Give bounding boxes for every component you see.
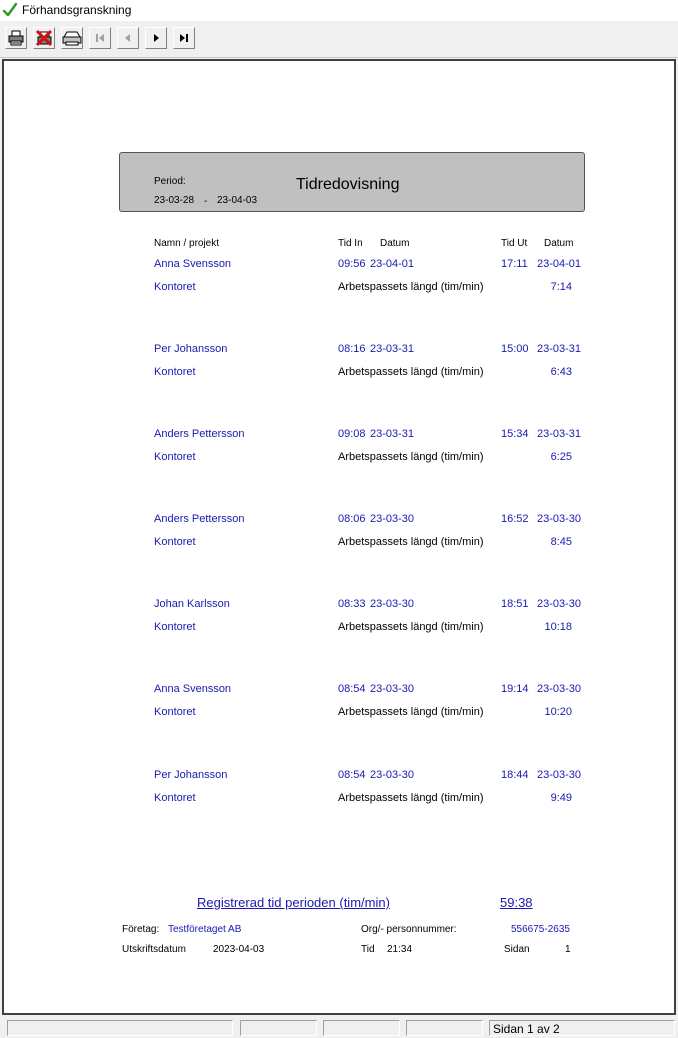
- page-label: Sidan: [504, 944, 530, 955]
- time-out: 17:11: [501, 258, 528, 270]
- printer-setup-icon: [62, 29, 82, 47]
- employee-name: Anders Pettersson: [154, 428, 245, 440]
- duration-label: Arbetspassets längd (tim/min): [338, 366, 484, 378]
- printer-icon: [7, 29, 25, 47]
- first-page-button[interactable]: [89, 27, 111, 49]
- time-in: 09:08: [338, 428, 366, 440]
- project-name: Kontoret: [154, 281, 196, 293]
- time-out: 19:14: [501, 683, 529, 695]
- employee-name: Per Johansson: [154, 343, 228, 355]
- duration-label: Arbetspassets längd (tim/min): [338, 536, 484, 548]
- duration-label: Arbetspassets längd (tim/min): [338, 451, 484, 463]
- close-button[interactable]: [33, 27, 55, 49]
- title-bar: [0, 0, 678, 21]
- page-info: Sidan 1 av 2: [493, 1022, 560, 1036]
- duration-label: Arbetspassets längd (tim/min): [338, 792, 484, 804]
- date-in: 23-03-31: [370, 343, 415, 355]
- time-in: 08:54: [338, 769, 366, 781]
- time-in: 08:54: [338, 683, 366, 695]
- date-in: 23-03-31: [370, 428, 415, 440]
- total-time-label: Registrerad tid perioden (tim/min): [197, 895, 390, 910]
- toolbar: [0, 21, 678, 58]
- date-in: 23-03-30: [370, 598, 415, 610]
- report-title: Tidredovisning: [296, 176, 400, 193]
- print-date-value: 2023-04-03: [213, 944, 265, 955]
- duration-label: Arbetspassets längd (tim/min): [338, 281, 484, 293]
- previous-page-icon: [122, 32, 134, 44]
- date-out: 23-03-31: [537, 428, 582, 440]
- time-out: 18:44: [501, 769, 529, 781]
- time-out: 16:52: [501, 513, 529, 525]
- project-name: Kontoret: [154, 451, 196, 463]
- time-entry: [4, 343, 674, 393]
- column-header-date-out: Datum: [544, 238, 574, 249]
- time-in: 08:16: [338, 343, 366, 355]
- status-panel: [406, 1020, 483, 1036]
- period-to: 23-04-03: [217, 195, 258, 206]
- next-page-icon: [150, 32, 162, 44]
- duration-value: 7:14: [550, 281, 572, 293]
- org-number-value: 556675-2635: [511, 924, 570, 935]
- date-out: 23-03-31: [537, 343, 582, 355]
- print-time-label: Tid: [361, 944, 375, 955]
- date-out: 23-03-30: [537, 683, 582, 695]
- project-name: Kontoret: [154, 706, 196, 718]
- company-label: Företag:: [122, 924, 160, 935]
- duration-value: 10:20: [544, 706, 572, 718]
- employee-name: Anna Svensson: [154, 258, 232, 270]
- time-in: 08:06: [338, 513, 366, 525]
- date-in: 23-03-30: [370, 513, 415, 525]
- last-page-icon: [178, 32, 190, 44]
- status-panel: [323, 1020, 400, 1036]
- employee-name: Anders Pettersson: [154, 513, 245, 525]
- time-entry: [4, 258, 674, 308]
- employee-name: Per Johansson: [154, 769, 228, 781]
- duration-value: 6:43: [550, 366, 572, 378]
- column-header-name: Namn / projekt: [154, 238, 220, 249]
- preview-area[interactable]: [2, 59, 676, 1015]
- time-entry: [4, 428, 674, 478]
- duration-value: 8:45: [550, 536, 572, 548]
- duration-value: 9:49: [550, 792, 572, 804]
- total-time-value: 59:38: [500, 895, 533, 910]
- duration-label: Arbetspassets längd (tim/min): [338, 706, 484, 718]
- window-title: Förhandsgranskning: [22, 3, 132, 17]
- close-icon: [35, 29, 53, 47]
- time-entry: [4, 769, 674, 819]
- page-number: 1: [565, 944, 571, 955]
- org-number-label: Org/- personnummer:: [361, 924, 457, 935]
- time-entry: [4, 598, 674, 648]
- project-name: Kontoret: [154, 536, 196, 548]
- time-entry: [4, 683, 674, 733]
- column-header-time-out: Tid Ut: [501, 238, 528, 249]
- period-label: Period:: [154, 176, 186, 187]
- period-from: 23-03-28: [154, 195, 195, 206]
- report-header: [119, 152, 585, 212]
- time-entry: [4, 513, 674, 563]
- column-header-time-in: Tid In: [338, 238, 363, 249]
- status-panel: [7, 1020, 233, 1036]
- next-page-button[interactable]: [145, 27, 167, 49]
- time-out: 18:51: [501, 598, 529, 610]
- column-header-date-in: Datum: [380, 238, 410, 249]
- date-out: 23-03-30: [537, 598, 582, 610]
- employee-name: Johan Karlsson: [154, 598, 230, 610]
- time-out: 15:00: [501, 343, 529, 355]
- duration-value: 6:25: [550, 451, 572, 463]
- time-in: 08:33: [338, 598, 366, 610]
- project-name: Kontoret: [154, 792, 196, 804]
- previous-page-button[interactable]: [117, 27, 139, 49]
- last-page-button[interactable]: [173, 27, 195, 49]
- check-icon: [2, 2, 18, 18]
- printer-setup-button[interactable]: [61, 27, 83, 49]
- company-value: Testföretaget AB: [168, 924, 242, 935]
- duration-label: Arbetspassets längd (tim/min): [338, 621, 484, 633]
- first-page-icon: [94, 32, 106, 44]
- print-time-value: 21:34: [387, 944, 413, 955]
- date-out: 23-03-30: [537, 513, 582, 525]
- date-in: 23-03-30: [370, 769, 415, 781]
- print-button[interactable]: [5, 27, 27, 49]
- date-out: 23-03-30: [537, 769, 582, 781]
- project-name: Kontoret: [154, 621, 196, 633]
- status-panel: [240, 1020, 317, 1036]
- project-name: Kontoret: [154, 366, 196, 378]
- time-out: 15:34: [501, 428, 529, 440]
- employee-name: Anna Svensson: [154, 683, 232, 695]
- date-in: 23-04-01: [370, 258, 415, 270]
- print-date-label: Utskriftsdatum: [122, 944, 186, 955]
- time-in: 09:56: [338, 258, 366, 270]
- report-page: [4, 61, 674, 1013]
- date-in: 23-03-30: [370, 683, 415, 695]
- period-separator: -: [204, 196, 208, 207]
- duration-value: 10:18: [544, 621, 572, 633]
- date-out: 23-04-01: [537, 258, 582, 270]
- status-bar: [0, 1018, 678, 1038]
